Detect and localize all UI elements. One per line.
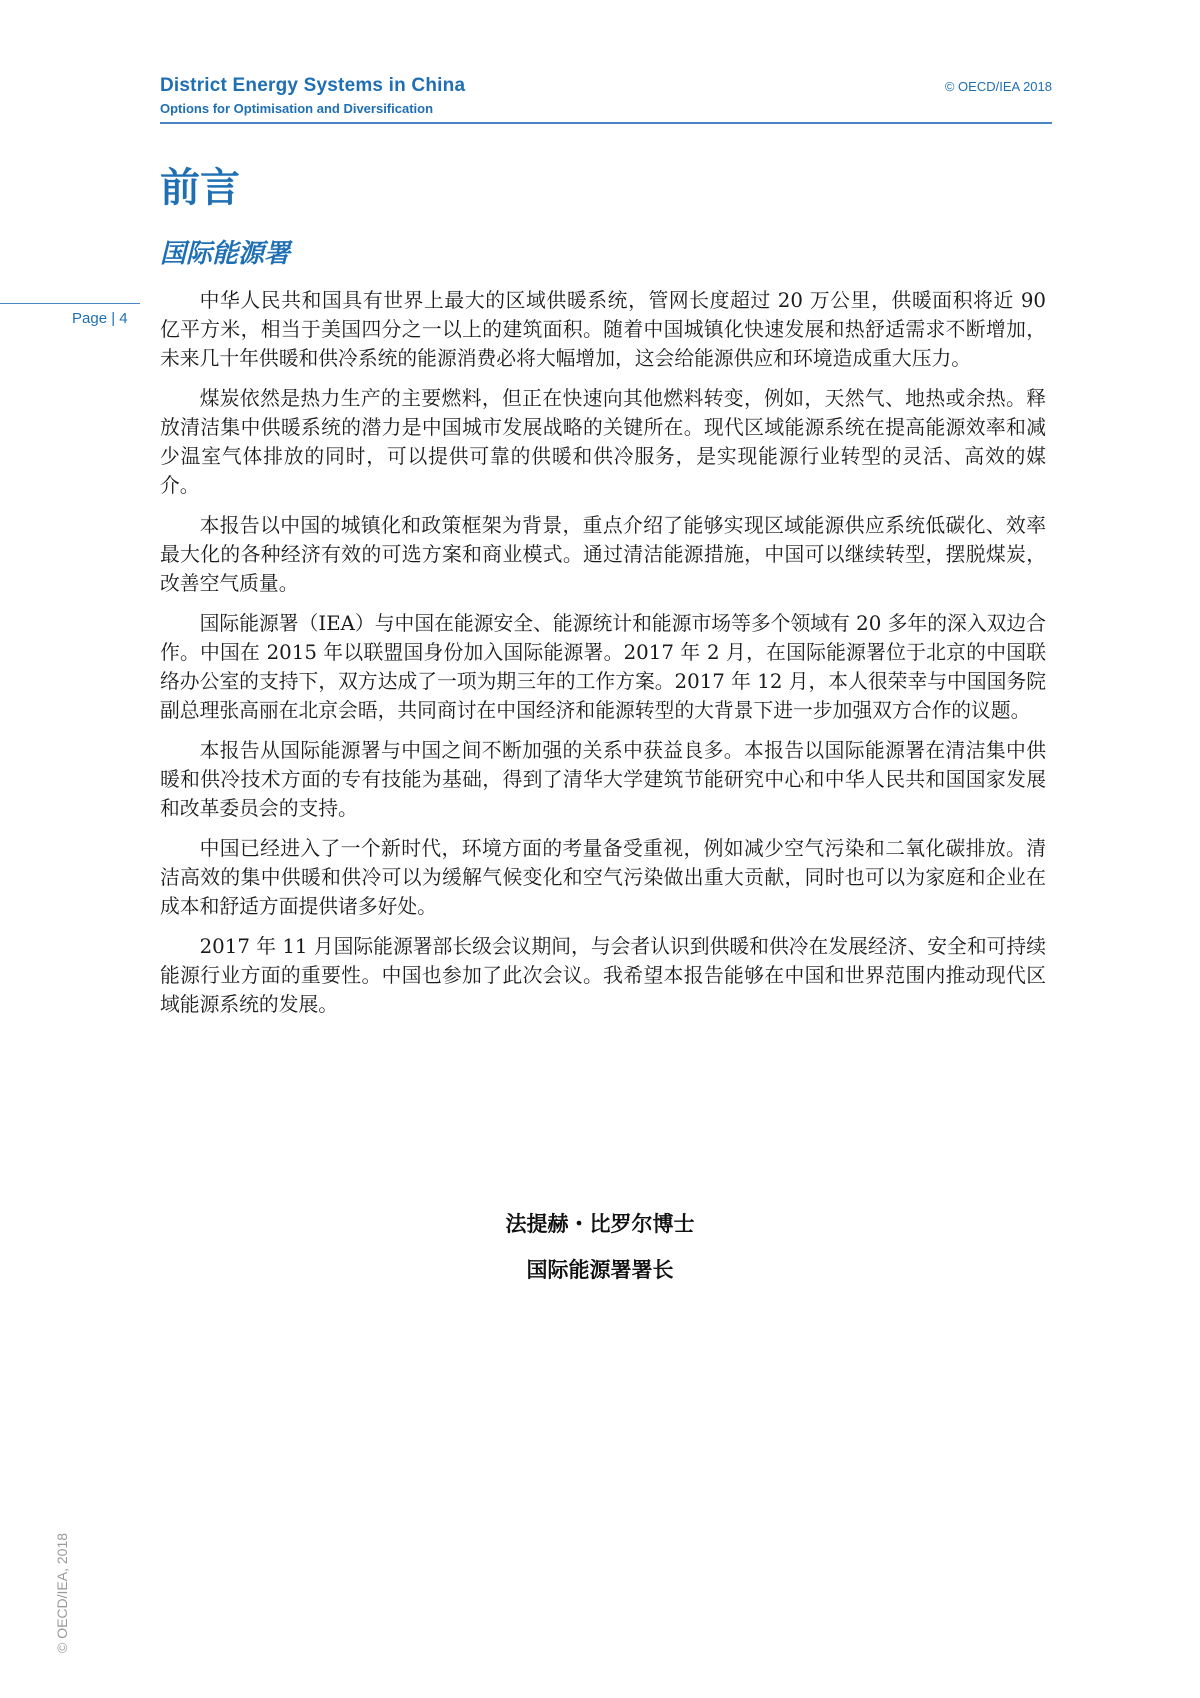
paragraph: 国际能源署（IEA）与中国在能源安全、能源统计和能源市场等多个领域有 20 多年的深入双边合作。中国在 2015 年以联盟国身份加入国际能源署。2017 年 2 月，在国际能源署位于北京的中国联络办公室的支持下，双方达成了一项为期三年的工作方案。2017 年 12 月，本人很荣幸与中国国务院副总理张高丽在北京会晤，共同商讨在中国经济和能源转型的大背景下进一步加强双方合作的议题。 <box>160 612 1046 722</box>
report-subtitle: Options for Optimisation and Diversification <box>160 101 434 116</box>
body-text <box>160 286 1046 1030</box>
section-heading: 国际能源署 <box>160 239 291 269</box>
paragraph: 本报告从国际能源署与中国之间不断加强的关系中获益良多。本报告以国际能源署在清洁集中供暖和供冷技术方面的专有技能为基础，得到了清华大学建筑节能研究中心和中华人民共和国国家发展和改革委员会的支持。 <box>160 739 1046 820</box>
page-number-rule <box>0 303 140 304</box>
page-title: 前言 <box>160 165 240 211</box>
side-copyright-watermark: © OECD/IEA, 2018 <box>54 1532 70 1653</box>
paragraph: 煤炭依然是热力生产的主要燃料，但正在快速向其他燃料转变，例如，天然气、地热或余热。释放清洁集中供暖系统的潜力是中国城市发展战略的关键所在。现代区域能源系统在提高能源效率和减少温室气体排放的同时，可以提供可靠的供暖和供冷服务，是实现能源行业转型的灵活、高效的媒介。 <box>160 387 1046 497</box>
signature-block <box>0 1210 1200 1302</box>
signature-role: 国际能源署署长 <box>526 1258 674 1282</box>
page-header <box>160 72 1052 124</box>
page-number: Page | 4 <box>72 310 128 327</box>
paragraph: 本报告以中国的城镇化和政策框架为背景，重点介绍了能够实现区域能源供应系统低碳化、效率最大化的各种经济有效的可选方案和商业模式。通过清洁能源措施，中国可以继续转型，摆脱煤炭，改善空气质量。 <box>160 514 1046 595</box>
header-copyright: © OECD/IEA 2018 <box>944 79 1052 94</box>
paragraph: 中国已经进入了一个新时代，环境方面的考量备受重视，例如减少空气污染和二氧化碳排放。清洁高效的集中供暖和供冷可以为缓解气候变化和空气污染做出重大贡献，同时也可以为家庭和企业在成本和舒适方面提供诸多好处。 <box>160 837 1046 918</box>
paragraph: 中华人民共和国具有世界上最大的区域供暖系统，管网长度超过 20 万公里，供暖面积将近 90 亿平方米，相当于美国四分之一以上的建筑面积。随着中国城镇化快速发展和热舒适需求不断增加，未来几十年供暖和供冷系统的能源消费必将大幅增加，这会给能源供应和环境造成重大压力。 <box>160 289 1046 370</box>
paragraph: 2017 年 11 月国际能源署部长级会议期间，与会者认识到供暖和供冷在发展经济、安全和可持续能源行业方面的重要性。中国也参加了此次会议。我希望本报告能够在中国和世界范围内推动现代区域能源系统的发展。 <box>160 935 1046 1016</box>
signature-name: 法提赫・比罗尔博士 <box>505 1212 695 1236</box>
report-title: District Energy Systems in China <box>160 75 466 96</box>
